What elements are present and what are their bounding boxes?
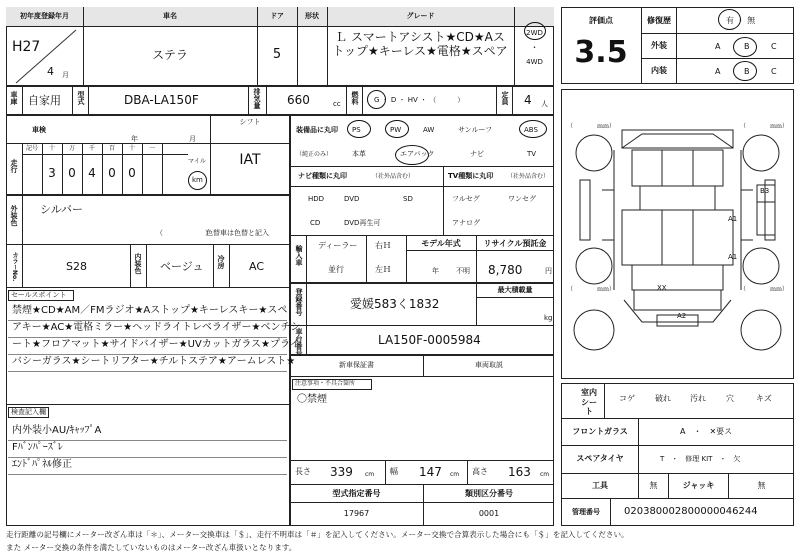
import-right-h: 右Ｈ [375, 241, 391, 250]
displacement-unit: cc [333, 100, 341, 108]
digit-header: 百 [108, 145, 115, 152]
body-shape-label: 形状 [305, 12, 319, 20]
tv-option: アナログ [452, 219, 480, 227]
car-name: ステラ [152, 48, 188, 62]
digit-value: 0 [128, 166, 136, 180]
digit-value: 4 [88, 166, 96, 180]
tools-label: 工具 [592, 481, 608, 490]
model-year-label: モデル年式 [421, 239, 461, 248]
vehicle-manual: 車両取説 [475, 361, 503, 369]
first-reg-era: H27 [12, 39, 41, 55]
inspection-line: Fﾊﾞﾝﾊﾟｰｽﾞﾚ [12, 442, 63, 453]
equipment-option: PW [390, 126, 402, 134]
inspection-date-label: 車検 [32, 126, 46, 134]
inspection-notes-label: 検査記入欄 [11, 408, 46, 416]
interior-grade-option: A [715, 67, 721, 76]
grade-value: Ｌ スマートアシスト★CD★Aストップ★キーレス★電格★スペア [332, 30, 508, 59]
car-name-label: 車名 [163, 12, 177, 20]
mileage-label: 走行 [10, 159, 18, 173]
equipment-option: サンルーフ [458, 126, 493, 134]
recycle-label: リサイクル預託金 [483, 239, 547, 248]
mark-a2: A2 [677, 312, 687, 320]
exterior-label: 外装 [651, 41, 667, 50]
exterior-grade-option: C [771, 42, 777, 51]
equipment-option: AW [423, 126, 435, 134]
sales-line: ート★フロアマット★サイドバイザー★UVカットガラス★プライ [12, 339, 300, 350]
import-parallel: 並行 [328, 265, 344, 274]
tv-label: TV種類に丸印 [448, 172, 494, 180]
equipment-option: エアバック [400, 150, 435, 158]
digit-header: 十 [48, 145, 55, 152]
equipment-label: 装備品に丸印 [296, 126, 338, 134]
recycle-value: 8,780 [488, 263, 523, 277]
diagram-mm-top-right: （ ｍｍ） [740, 123, 789, 130]
sales-line: バシーガラス★シートリフター★チルトステア★アームレスト★ [12, 356, 296, 367]
sales-points-label: セールスポイント [11, 291, 67, 299]
score-value: 3.5 [574, 35, 628, 70]
displacement-label: 排気量 [253, 88, 261, 109]
sales-line: アキー★AC★電格ミラー★ヘッドライトレベライザー★ベンチシ [12, 322, 301, 333]
interior-grade-option: C [771, 67, 777, 76]
inspection-line: 内外装小AU/ｷｬｯﾌﾟA [12, 425, 102, 436]
tv-option: ワンセグ [508, 195, 536, 203]
cabin-seat-label: 室内シート [581, 388, 597, 417]
first-reg-month-unit: 月 [62, 71, 69, 79]
class-number-value: 0001 [478, 509, 500, 518]
model-year-unknown: 不明 [456, 267, 470, 275]
length-label: 長さ [295, 467, 311, 476]
mark-a1-lower: A1 [728, 253, 738, 261]
color-no-label: カラーNo. [11, 252, 18, 282]
fuel-options: G ・ D ・ HV ・ （ ） [374, 96, 465, 104]
footer-note-1: 走行距離の記号欄にメーター改ざん車は「＊」、メーター交換車は「＄」、走行不明車は「＃」を記入してください。メーター交換で合算表示した場合にも「＄」を記入してください。 [6, 530, 629, 539]
repair-history-label: 修復歴 [647, 16, 671, 25]
import-label: 輸入車 [295, 245, 303, 266]
cabin-seat-option: 破れ [655, 394, 671, 403]
cabin-seat-option: キズ [756, 394, 772, 403]
cabin-seat-option: 穴 [726, 394, 734, 403]
type-number-value: 17967 [343, 509, 370, 518]
first-reg-label: 初年度登録年月 [20, 12, 69, 20]
mile-label: マイル [188, 158, 206, 165]
interior-label: 内装 [651, 66, 667, 75]
drive-2wd: 2WD [526, 29, 543, 37]
cabin-seat-option: 汚れ [690, 394, 706, 403]
car-diagram [562, 90, 793, 378]
digit-header: 一 [148, 145, 155, 152]
exterior-grade-option: A [715, 42, 721, 51]
equipment-option: PS [352, 126, 361, 134]
use-value: 自家用 [28, 94, 61, 107]
sales-line: 禁煙★CD★AM／FMラジオ★Aストップ★キーレスキー★スペ [12, 305, 288, 316]
capacity-unit: 人 [541, 100, 548, 108]
jack-value: 無 [757, 481, 766, 490]
notes-line: 〇禁煙 [297, 394, 327, 405]
equipment-option: ABS [524, 126, 538, 134]
windshield-value: A ・ ✕要ス [680, 427, 733, 436]
fuel-g-circle [367, 90, 386, 109]
digit-header: 記号 [25, 145, 38, 152]
ac-label: 冷房 [217, 255, 225, 269]
navi-option: CD [310, 219, 321, 227]
spare-tire-value: T ・ 修理 KIT ・ 欠 [660, 455, 741, 463]
class-number-label: 類別区分番号 [465, 489, 513, 498]
displacement-value: 660 [287, 93, 310, 107]
inspection-line: ｴﾝﾄﾞﾊﾟﾈﾙ修正 [12, 459, 72, 470]
first-reg-month: 4 [47, 65, 54, 78]
grade-label: グレード [406, 12, 435, 20]
digit-value: 3 [48, 166, 56, 180]
management-label: 管理番号 [572, 508, 600, 516]
drive-4wd: 4WD [526, 58, 543, 66]
color-change-note: 色替車は色替と記入 [206, 229, 269, 237]
use-label: 車庫 [10, 91, 18, 105]
digit-value: 0 [108, 166, 116, 180]
capacity-value: 4 [524, 93, 532, 107]
navi-label: ナビ種類に丸印 [298, 172, 347, 180]
color-label: 外装色 [10, 205, 18, 226]
repair-history-options: 有 ・ 無 [726, 16, 756, 25]
width-label: 幅 [390, 467, 398, 476]
diagram-mm-bottom-left: （ ｍｍ） [567, 286, 616, 293]
interior-grade-option: B [744, 67, 750, 76]
windshield-label: フロントガラス [572, 427, 628, 436]
navi-option: SD [403, 195, 413, 203]
equipment-option: ナビ [470, 150, 484, 158]
import-dealer: ディーラー [318, 241, 358, 250]
tv-option: フルセグ [452, 195, 480, 203]
max-load-label: 最大積載量 [497, 286, 533, 294]
registration-label: 登録番号 [295, 288, 303, 316]
notes-label: 注意事項・不具合箇所 [295, 380, 356, 387]
digit-header: 十 [128, 145, 135, 152]
diagram-mm-top-left: （ ｍｍ） [567, 123, 616, 130]
exterior-grade-option: B [744, 42, 750, 51]
height-label: 高さ [472, 467, 488, 476]
interior-color-value: ベージュ [160, 260, 204, 273]
interior-color-label: 内装色 [134, 253, 142, 274]
spare-tire-label: スペアタイヤ [576, 454, 624, 463]
length-value: 339 [330, 465, 353, 479]
model-value: DBA-LA150F [124, 93, 199, 107]
import-left-h: 左Ｈ [375, 265, 391, 274]
score-label: 評価点 [589, 16, 613, 25]
footer-note-2: また メーター交換の条件を満たしていないものはメーター改ざん車扱いとなります。 [6, 543, 297, 552]
type-number-label: 型式指定番号 [332, 489, 381, 498]
equipment-option: 本革 [352, 150, 366, 158]
management-value: 020380002800000046244 [624, 506, 758, 517]
repair-yes-circle [718, 9, 741, 30]
navi-option: HDD [308, 195, 325, 203]
km-label: km [192, 176, 203, 184]
model-label: 型式 [77, 91, 85, 105]
ac-value: AC [249, 260, 265, 273]
capacity-label: 定員 [501, 91, 509, 105]
digit-value: 0 [68, 166, 76, 180]
drive-2wd-circle [524, 22, 546, 40]
mark-xx: XX [657, 284, 667, 292]
height-value: 163 [508, 465, 531, 479]
shift-label: シフト [239, 118, 261, 126]
jack-label: ジャッキ [682, 481, 715, 490]
digit-header: 千 [88, 145, 95, 152]
diagram-mm-bottom-right: （ ｍｍ） [740, 286, 789, 293]
mark-b3: B3 [760, 187, 770, 195]
new-car-warranty: 新車保証書 [339, 361, 374, 369]
doors-label: ドア [270, 12, 284, 20]
tools-value: 無 [649, 481, 658, 490]
equipment-option: TV [527, 150, 537, 158]
km-circle [188, 171, 207, 190]
registration-value: 愛媛583く1832 [350, 297, 440, 311]
mark-a1-upper: A1 [728, 215, 738, 223]
color-no-value: S28 [66, 260, 87, 273]
width-value: 147 [419, 465, 442, 479]
fuel-label: 燃料 [351, 91, 359, 105]
doors-value: 5 [272, 47, 282, 62]
shift-value: IAT [239, 152, 261, 168]
navi-option: DVD再生可 [344, 219, 381, 227]
chassis-value: LA150F-0005984 [378, 333, 481, 347]
digit-header: 万 [68, 145, 75, 152]
navi-option: DVD [344, 195, 360, 203]
color-value: シルバー [40, 203, 83, 216]
cabin-seat-option: コゲ [619, 394, 635, 403]
chassis-label: 車台番号 [295, 328, 303, 356]
